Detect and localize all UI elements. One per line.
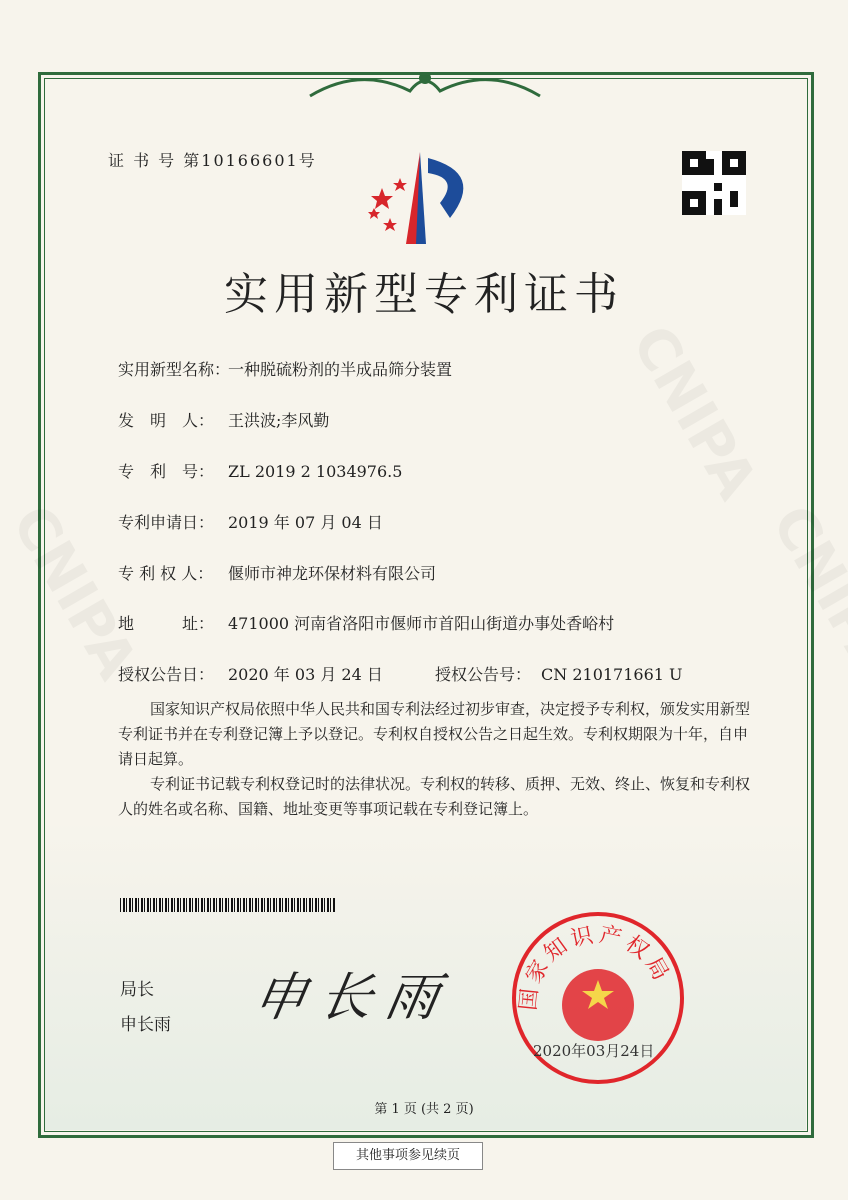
cnipa-logo-icon [360, 148, 490, 248]
field-value: ZL 2019 2 1034976.5 [228, 462, 403, 481]
qr-code-icon [682, 151, 746, 215]
ornament-icon [300, 66, 550, 106]
continuation-note: 其他事项参见续页 [333, 1142, 483, 1170]
field-label: 实用新型名称： [118, 360, 231, 379]
body-paragraph: 专利证书记载专利权登记时的法律状况。专利权的转移、质押、无效、终止、恢复和专利权人的姓名或名称、国籍、地址变更等事项记载在专利登记簿上。 [118, 775, 751, 818]
field-label: 授权公告号： [435, 665, 532, 684]
field-label: 发 明 人： [118, 411, 215, 430]
field-value: 471000 河南省洛阳市偃师市首阳山街道办事处香峪村 [228, 614, 615, 633]
field-value: 2020 年 03 月 24 日 [228, 665, 383, 684]
signatory-name: 申长雨 [120, 1015, 171, 1035]
field-filing-date [118, 510, 383, 533]
field-label: 地 址： [118, 614, 215, 633]
field-value: 王洪波;李风勤 [228, 411, 330, 430]
field-value: 2019 年 07 月 04 日 [228, 513, 383, 532]
field-label: 授权公告日： [118, 665, 215, 684]
field-label: 专 利 号： [118, 462, 215, 481]
field-grant-no [435, 662, 683, 685]
field-inventor [118, 408, 329, 431]
field-value: 偃师市神龙环保材料有限公司 [228, 564, 437, 583]
certificate-number: 证 书 号 第10166601号 [108, 151, 317, 170]
seal-text: 国家知识产权局 [516, 922, 675, 1012]
field-name [118, 357, 452, 380]
field-patentee [118, 561, 436, 584]
field-label: 专利申请日： [118, 513, 215, 532]
page-number: 第 1 页 (共 2 页) [374, 1102, 474, 1117]
barcode [120, 898, 336, 912]
field-patent-no [118, 459, 402, 482]
body-paragraph: 国家知识产权局依照中华人民共和国专利法经过初步审查，决定授予专利权，颁发实用新型专利证书并在专利登记簿上予以登记。专利权自授权公告之日起生效。专利权期限为十年，自申请日起算。 [118, 700, 751, 768]
field-label: 专 利 权 人： [118, 564, 214, 583]
field-grant-date [118, 662, 383, 685]
certificate-title: 实用新型专利证书 [224, 269, 624, 320]
signatory-title: 局长 [120, 980, 154, 1000]
signature: 申长雨 [248, 968, 458, 1028]
field-value: 一种脱硫粉剂的半成品筛分装置 [228, 360, 453, 379]
field-value: CN 210171661 U [541, 665, 683, 684]
seal-date: 2020年03月24日 [533, 1042, 655, 1060]
field-address [118, 611, 614, 634]
